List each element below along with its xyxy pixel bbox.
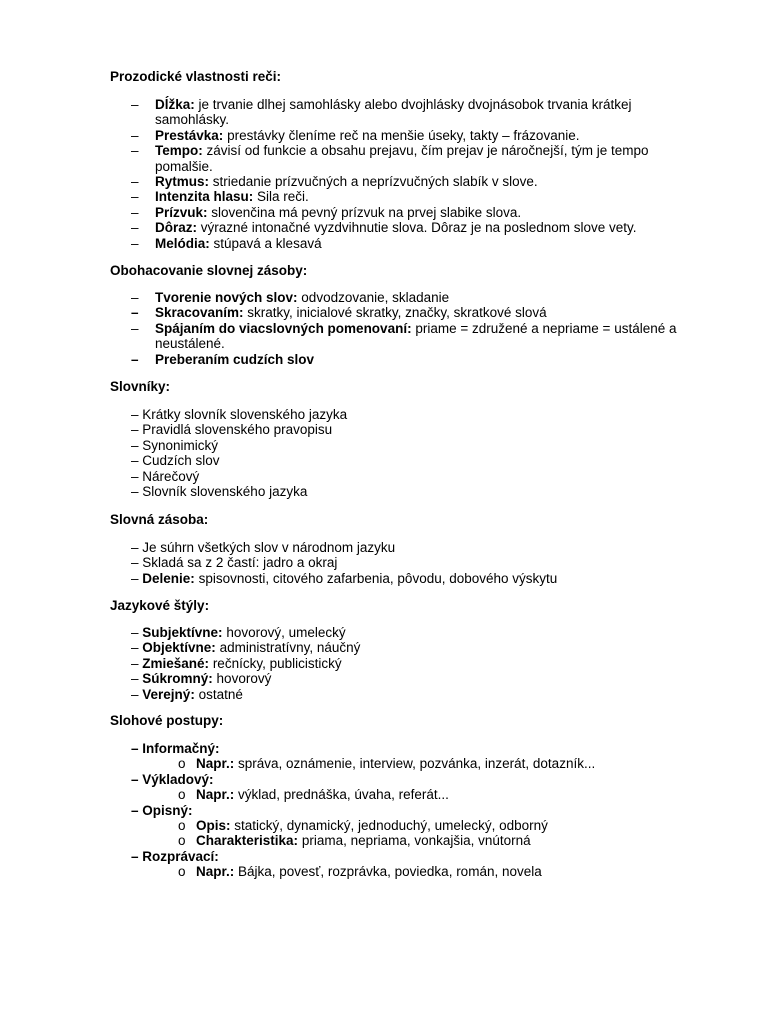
item-term: Skracovaním: xyxy=(155,305,244,321)
item-text: odvodzovanie, skladanie xyxy=(297,290,450,305)
bullet-marker: o xyxy=(178,818,186,834)
item-term: Súkromný: xyxy=(142,671,213,687)
dash-marker: – xyxy=(131,686,139,702)
item-term: Prízvuk: xyxy=(155,204,208,220)
item-text: ostatné xyxy=(194,686,243,702)
item-text: spisovnosti, citového zafarbenia, pôvodu, dobového výskytu xyxy=(194,570,558,586)
item-label: – Opisný: xyxy=(131,802,193,818)
item-term: Napr.: xyxy=(196,756,235,772)
sub-list-item xyxy=(0,818,768,833)
item-text: hovorový xyxy=(212,671,272,687)
item-term: Tvorenie nových slov: xyxy=(155,290,298,305)
item-text: závisí od funkcie a obsahu prejavu, čím prejav je náročnejší, tým je tempo pomalšie. xyxy=(155,143,649,174)
item-term: Prestávka: xyxy=(155,127,224,143)
dash-marker: – xyxy=(131,540,139,555)
section-heading-slovniky: Slovníky: xyxy=(110,379,171,394)
list-item xyxy=(0,803,768,818)
list-item: – Nárečový xyxy=(131,468,200,484)
list-item xyxy=(0,687,768,702)
dash-marker: – xyxy=(131,625,139,640)
dash-marker: – xyxy=(131,204,139,220)
section-heading-prozodicke: Prozodické vlastnosti reči: xyxy=(110,69,282,84)
item-text: statický, dynamický, jednoduchý, umelecký, odborný xyxy=(230,818,548,834)
item-label: – Rozprávací: xyxy=(131,848,219,864)
list-item xyxy=(0,128,768,143)
item-term: Intenzita hlasu: xyxy=(155,189,254,205)
item-text: Sila reči. xyxy=(253,189,309,205)
item-text: priame = združené a nepriame = ustálené a neustálené. xyxy=(155,320,677,352)
list-item xyxy=(0,220,768,235)
list-item xyxy=(0,321,768,352)
list-item xyxy=(0,174,768,189)
dash-marker: – xyxy=(131,97,139,112)
list-item xyxy=(0,236,768,251)
list-item xyxy=(0,205,768,220)
section-heading-styly: Jazykové štýly: xyxy=(110,598,210,613)
item-text: je trvanie dlhej samohlásky alebo dvojhlásky dvojnásobok trvania krátkej samohlásky. xyxy=(155,97,632,128)
item-text: stúpavá a klesavá xyxy=(209,235,322,251)
dash-marker: – xyxy=(131,320,139,336)
item-text: Skladá sa z 2 častí: jadro a okraj xyxy=(142,555,338,571)
list-obohacovanie xyxy=(0,290,768,367)
list-item: – Slovník slovenského jazyka xyxy=(131,484,308,500)
item-text: správa, oznámenie, interview, pozvánka, inzerát, dotazník... xyxy=(234,756,596,772)
item-text: prestávky členíme reč na menšie úseky, takty – frázovanie. xyxy=(223,127,580,143)
list-slovna-zasoba xyxy=(0,540,768,586)
item-term: Spájaním do viacslovných pomenovaní: xyxy=(155,320,412,336)
item-term: Napr.: xyxy=(196,787,235,803)
section-heading-slovna-zasoba: Slovná zásoba: xyxy=(110,512,209,527)
list-item xyxy=(0,849,768,864)
item-term: Melódia: xyxy=(155,235,210,251)
dash-marker: – xyxy=(131,235,139,251)
item-term: Zmiešané: xyxy=(142,655,210,671)
list-item xyxy=(0,540,768,555)
dash-marker: – xyxy=(131,570,139,586)
item-text: priama, nepriama, vonkajšia, vnútorná xyxy=(298,833,531,849)
list-slovniky xyxy=(0,407,768,499)
item-text: skratky, inicialové skratky, značky, skratkové slová xyxy=(243,305,547,321)
item-term: Tempo: xyxy=(155,143,203,159)
list-item: – Krátky slovník slovenského jazyka xyxy=(131,407,348,422)
list-postupy xyxy=(0,741,768,880)
item-term: Charakteristika: xyxy=(196,833,299,849)
item-term: Dĺžka: xyxy=(155,97,195,112)
dash-marker: – xyxy=(131,640,139,656)
list-item xyxy=(0,571,768,586)
dash-marker: – xyxy=(131,655,139,671)
item-label: – Informačný: xyxy=(131,741,220,756)
dash-marker: – xyxy=(131,143,139,159)
item-label: – Výkladový: xyxy=(131,771,214,787)
sub-list-item xyxy=(0,787,768,802)
list-item: – Cudzích slov xyxy=(131,453,220,469)
list-item xyxy=(0,305,768,320)
dash-marker: – xyxy=(131,351,139,367)
item-term: Objektívne: xyxy=(142,640,216,656)
list-item xyxy=(0,290,768,305)
list-item xyxy=(0,97,768,128)
dash-marker: – xyxy=(131,189,139,205)
item-text: administratívny, náučný xyxy=(215,640,361,656)
list-item xyxy=(0,671,768,686)
item-text: Bájka, povesť, rozprávka, poviedka, román, novela xyxy=(234,864,542,880)
list-item xyxy=(0,625,768,640)
item-text: Je súhrn všetkých slov v národnom jazyku xyxy=(142,540,396,555)
dash-marker: – xyxy=(131,220,139,236)
bullet-marker: o xyxy=(178,787,186,803)
dash-marker: – xyxy=(131,555,139,571)
list-prozodicke xyxy=(0,97,768,251)
list-item xyxy=(0,656,768,671)
list-item xyxy=(0,640,768,655)
item-term: Rytmus: xyxy=(155,174,210,190)
sub-list-item xyxy=(0,756,768,771)
item-text: slovenčina má pevný prízvuk na prvej slabike slova. xyxy=(207,204,522,220)
section-heading-postupy: Slohové postupy: xyxy=(110,713,224,728)
dash-marker: – xyxy=(131,127,139,143)
item-term: Subjektívne: xyxy=(142,625,223,640)
dash-marker: – xyxy=(131,174,139,190)
list-item xyxy=(0,555,768,570)
item-term: Preberaním cudzích slov xyxy=(155,351,315,367)
item-term: Dôraz: xyxy=(155,220,198,236)
list-item xyxy=(0,189,768,204)
list-item xyxy=(0,772,768,787)
dash-marker: – xyxy=(131,671,139,687)
bullet-marker: o xyxy=(178,864,186,880)
item-text: výrazné intonačné vyzdvihnutie slova. Dôraz je na poslednom slove vety. xyxy=(197,220,637,236)
list-item xyxy=(0,741,768,756)
list-item xyxy=(0,143,768,174)
list-styly xyxy=(0,625,768,702)
bullet-marker: o xyxy=(178,833,186,849)
item-text: rečnícky, publicistický xyxy=(209,655,342,671)
item-text: striedanie prízvučných a neprízvučných slabík v slove. xyxy=(209,174,538,190)
dash-marker: – xyxy=(131,305,139,321)
sub-list-item xyxy=(0,833,768,848)
section-heading-obohacovanie: Obohacovanie slovnej zásoby: xyxy=(110,263,308,278)
list-item: – Pravidlá slovenského pravopisu xyxy=(131,422,333,438)
list-item xyxy=(0,352,768,367)
item-term: Napr.: xyxy=(196,864,235,880)
item-text: výklad, prednáška, úvaha, referát... xyxy=(234,787,449,803)
bullet-marker: o xyxy=(178,756,186,772)
dash-marker: – xyxy=(131,290,139,305)
item-term: Opis: xyxy=(196,818,231,834)
item-term: Delenie: xyxy=(142,570,195,586)
sub-list-item xyxy=(0,864,768,879)
item-term: Verejný: xyxy=(142,686,195,702)
list-item: – Synonimický xyxy=(131,437,219,453)
item-text: hovorový, umelecký xyxy=(222,625,346,640)
